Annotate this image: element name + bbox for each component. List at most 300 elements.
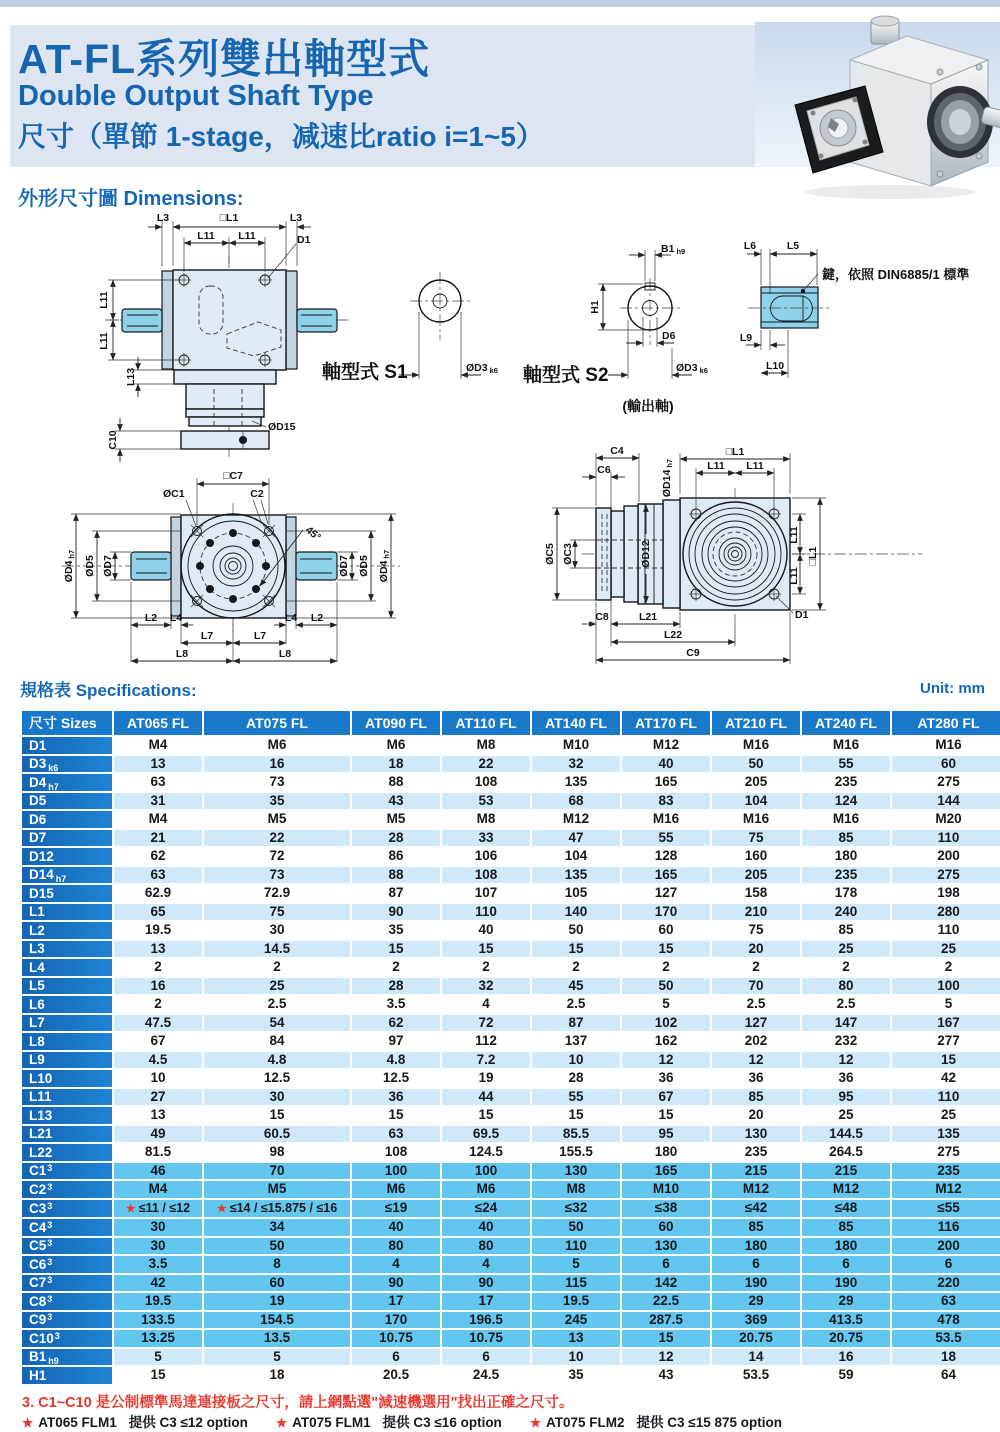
- spec-cell: 36: [352, 1089, 440, 1106]
- spec-cell: 60: [204, 1275, 350, 1292]
- spec-cell: 135: [892, 1126, 1000, 1143]
- dim-c1: ØC1: [163, 488, 185, 500]
- dim-d5: ØD5: [84, 555, 96, 577]
- spec-cell: 104: [712, 793, 800, 810]
- dim-l11: L11: [788, 567, 800, 585]
- spec-cell: 110: [532, 1238, 620, 1255]
- spec-cell: 15: [622, 1107, 710, 1124]
- dim-l11: L11: [98, 332, 110, 350]
- model-column-header: AT065 FL: [114, 711, 202, 735]
- spec-cell: 30: [204, 922, 350, 939]
- spec-cell: 40: [442, 1219, 530, 1236]
- spec-row-label: $C8^3$: [22, 1293, 112, 1310]
- table-row: [22, 1200, 1000, 1218]
- model-column-header: AT210 FL: [712, 711, 800, 735]
- spec-cell: 5: [114, 1349, 202, 1366]
- spec-cell: 32: [532, 756, 620, 773]
- dim-l11: L11: [238, 230, 256, 242]
- spec-cell: 478: [892, 1312, 1000, 1329]
- spec-cell: 235: [892, 1163, 1000, 1180]
- spec-cell: 220: [892, 1275, 1000, 1292]
- dim-l8: L8: [175, 648, 189, 660]
- spec-cell: 135: [532, 867, 620, 884]
- spec-row-label: $C3^3$: [22, 1200, 112, 1218]
- spec-cell: 12: [712, 1052, 800, 1069]
- spec-cell: M12: [892, 1181, 1000, 1198]
- spec-cell: 72: [204, 848, 350, 865]
- star-icon: ★: [125, 1202, 136, 1215]
- page-title: AT-FL系列雙出軸型式: [18, 36, 431, 82]
- spec-cell: M5: [352, 811, 440, 828]
- spec-cell: 85: [802, 922, 890, 939]
- spec-cell: 180: [802, 848, 890, 865]
- spec-cell: 67: [622, 1089, 710, 1106]
- spec-cell: 20.75: [712, 1330, 800, 1347]
- spec-cell: 95: [622, 1126, 710, 1143]
- spec-cell: 85: [712, 1089, 800, 1106]
- spec-cell: M10: [622, 1181, 710, 1198]
- spec-cell: 110: [892, 922, 1000, 939]
- spec-cell: 413.5: [802, 1312, 890, 1329]
- spec-cell: 108: [352, 1144, 440, 1161]
- spec-cell: 3.5: [352, 996, 440, 1013]
- spec-cell: 63: [114, 867, 202, 884]
- spec-cell: 13.5: [204, 1330, 350, 1347]
- spec-cell: 10: [114, 1070, 202, 1087]
- spec-cell: 27: [114, 1089, 202, 1106]
- spec-row-label: L7: [22, 1015, 112, 1032]
- spec-cell: 85.5: [532, 1126, 620, 1143]
- spec-cell: 19: [204, 1293, 350, 1310]
- spec-cell: 14: [712, 1349, 800, 1366]
- spec-cell: 108: [442, 867, 530, 884]
- spec-cell: 116: [892, 1219, 1000, 1236]
- table-row: [22, 756, 1000, 773]
- spec-cell: 36: [712, 1070, 800, 1087]
- spec-cell: M8: [442, 811, 530, 828]
- dim-d14: ØD14h7: [661, 458, 674, 498]
- spec-row-label: L2: [22, 922, 112, 939]
- spec-cell: 200: [892, 848, 1000, 865]
- dim-l11: L11: [197, 230, 215, 242]
- spec-cell: 5: [892, 996, 1000, 1013]
- spec-cell: 90: [442, 1275, 530, 1292]
- spec-cell: 50: [532, 1219, 620, 1236]
- spec-cell: 147: [802, 1015, 890, 1032]
- spec-cell: 277: [892, 1033, 1000, 1050]
- spec-cell: 14.5: [204, 941, 350, 958]
- spec-cell: 2: [622, 959, 710, 976]
- spec-cell: 170: [352, 1312, 440, 1329]
- star-icon: ★: [22, 1416, 34, 1430]
- spec-cell: 6: [892, 1256, 1000, 1273]
- spec-row-label: $C2^3$: [22, 1181, 112, 1198]
- table-row: [22, 904, 1000, 921]
- model-column-header: AT280 FL: [892, 711, 1000, 735]
- dim-c6: C6: [597, 464, 611, 476]
- option-model: AT075 FLM2: [546, 1415, 625, 1430]
- spec-cell: 29: [802, 1293, 890, 1310]
- spec-cell: 190: [802, 1275, 890, 1292]
- dim-d3: ØD3 k6: [466, 362, 498, 375]
- dim-l2: L2: [144, 612, 158, 624]
- spec-cell: 4.5: [114, 1052, 202, 1069]
- spec-cell: 36: [802, 1070, 890, 1087]
- spec-row-label: $C10^3$: [22, 1330, 112, 1347]
- spec-row-label: $C1^3$: [22, 1163, 112, 1180]
- spec-row-label: D1: [22, 737, 112, 754]
- spec-cell: 55: [802, 756, 890, 773]
- spec-cell: 205: [712, 867, 800, 884]
- table-row: [22, 1163, 1000, 1180]
- spec-cell: 31: [114, 793, 202, 810]
- spec-cell: 17: [442, 1293, 530, 1310]
- spec-cell: 75: [204, 904, 350, 921]
- table-row: [22, 811, 1000, 828]
- spec-cell: 43: [352, 793, 440, 810]
- spec-cell: M12: [532, 811, 620, 828]
- spec-cell: 67: [114, 1033, 202, 1050]
- spec-cell: 10.75: [352, 1330, 440, 1347]
- spec-cell: 245: [532, 1312, 620, 1329]
- spec-cell: 130: [712, 1126, 800, 1143]
- spec-cell: 6: [442, 1349, 530, 1366]
- spec-cell: 20: [712, 941, 800, 958]
- spec-cell: 16: [204, 756, 350, 773]
- table-row: [22, 1238, 1000, 1255]
- dim-l7: L7: [200, 630, 214, 642]
- unit-label: Unit: mm: [920, 680, 985, 697]
- shaft-type-s1-label: 軸型式 S1: [322, 362, 408, 383]
- spec-cell: 4: [352, 1256, 440, 1273]
- spec-cell: 49: [114, 1126, 202, 1143]
- spec-cell: 165: [622, 867, 710, 884]
- spec-cell: 12: [622, 1349, 710, 1366]
- spec-cell: ★ ≤14 / ≤15.875 / ≤16: [204, 1200, 350, 1218]
- spec-cell: 44: [442, 1089, 530, 1106]
- spec-cell: 19.5: [532, 1293, 620, 1310]
- dim-h1: H1: [589, 300, 601, 314]
- spec-cell: 88: [352, 774, 440, 791]
- spec-cell: 180: [622, 1144, 710, 1161]
- dim-d1: D1: [795, 609, 809, 621]
- spec-cell: 63: [892, 1293, 1000, 1310]
- spec-cell: 190: [712, 1275, 800, 1292]
- star-icon: ★: [216, 1202, 227, 1215]
- dim-d5: ØD5: [358, 555, 370, 577]
- option-text: 提供 C3 ≤16 option: [382, 1415, 502, 1430]
- spec-cell: M16: [712, 811, 800, 828]
- spec-cell: 81.5: [114, 1144, 202, 1161]
- dim-d7: ØD7: [338, 555, 350, 577]
- spec-cell: ≤38: [622, 1200, 710, 1218]
- spec-cell: 100: [352, 1163, 440, 1180]
- model-column-header: AT110 FL: [442, 711, 530, 735]
- spec-cell: 240: [802, 904, 890, 921]
- spec-cell: 112: [442, 1033, 530, 1050]
- spec-cell: 86: [352, 848, 440, 865]
- spec-cell: M16: [892, 737, 1000, 754]
- spec-cell: 42: [114, 1275, 202, 1292]
- dim-l7: L7: [253, 630, 267, 642]
- spec-cell: 7.2: [442, 1052, 530, 1069]
- spec-cell: 15: [532, 1107, 620, 1124]
- spec-cell: 55: [532, 1089, 620, 1106]
- spec-cell: 18: [892, 1349, 1000, 1366]
- spec-cell: 200: [892, 1238, 1000, 1255]
- spec-cell: 102: [622, 1015, 710, 1032]
- dim-45deg: 45°: [303, 524, 323, 544]
- dim-l9: L9: [739, 332, 753, 344]
- spec-cell: 16: [802, 1349, 890, 1366]
- spec-cell: 19.5: [114, 922, 202, 939]
- side-view-drawing: [544, 445, 922, 664]
- table-row: [22, 848, 1000, 865]
- spec-cell: M16: [712, 737, 800, 754]
- spec-cell: 215: [802, 1163, 890, 1180]
- spec-cell: ≤55: [892, 1200, 1000, 1218]
- dim-l5: L5: [786, 240, 800, 252]
- spec-cell: 35: [204, 793, 350, 810]
- spec-cell: 80: [352, 1238, 440, 1255]
- option-notes: [22, 1411, 810, 1431]
- spec-cell: 15: [622, 1330, 710, 1347]
- spec-cell: 30: [204, 1089, 350, 1106]
- spec-cell: 53.5: [892, 1330, 1000, 1347]
- table-row: [22, 867, 1000, 884]
- shaft-type-s2-label: 軸型式 S2: [523, 365, 609, 386]
- spec-cell: 5: [532, 1256, 620, 1273]
- spec-cell: 35: [532, 1367, 620, 1384]
- spec-row-label: $C4^3$: [22, 1219, 112, 1236]
- spec-cell: 2: [114, 996, 202, 1013]
- spec-cell: 22: [442, 756, 530, 773]
- spec-cell: 13: [114, 1107, 202, 1124]
- spec-cell: 3.5: [114, 1256, 202, 1273]
- table-row: [22, 1312, 1000, 1329]
- spec-cell: M16: [622, 811, 710, 828]
- dim-l22: L22: [663, 629, 683, 641]
- spec-cell: 17: [352, 1293, 440, 1310]
- table-row: [22, 1181, 1000, 1198]
- spec-cell: 2: [712, 959, 800, 976]
- spec-cell: 12.5: [352, 1070, 440, 1087]
- spec-row-label: D7: [22, 830, 112, 847]
- spec-cell: 87: [532, 1015, 620, 1032]
- dim-b1: B1 h9: [661, 243, 686, 256]
- spec-cell: 5: [622, 996, 710, 1013]
- spec-cell: 90: [352, 1275, 440, 1292]
- spec-cell: 155.5: [532, 1144, 620, 1161]
- spec-cell: 70: [712, 978, 800, 995]
- spec-cell: 144.5: [802, 1126, 890, 1143]
- dim-l6: L6: [743, 240, 757, 252]
- spec-cell: 6: [622, 1256, 710, 1273]
- spec-cell: 62: [352, 1015, 440, 1032]
- spec-row-label: L9: [22, 1052, 112, 1069]
- table-row: [22, 793, 1000, 810]
- dim-l13: L13: [125, 367, 137, 387]
- spec-cell: 85: [802, 1219, 890, 1236]
- spec-cell: 202: [712, 1033, 800, 1050]
- spec-cell: 53.5: [712, 1367, 800, 1384]
- dim-d6: D6: [662, 330, 676, 342]
- spec-cell: 6: [352, 1349, 440, 1366]
- option-text: 提供 C3 ≤12 option: [128, 1415, 248, 1430]
- spec-cell: 18: [204, 1367, 350, 1384]
- spec-row-label: L22: [22, 1144, 112, 1161]
- spec-cell: 25: [802, 941, 890, 958]
- dim-l11: L11: [746, 460, 764, 472]
- option-model: AT075 FLM1: [292, 1415, 371, 1430]
- spec-cell: 34: [204, 1219, 350, 1236]
- spec-cell: 65: [114, 904, 202, 921]
- spec-row-label: D3 $_{k6}$: [22, 756, 112, 773]
- spec-cell: 5: [204, 1349, 350, 1366]
- spec-cell: 68: [532, 793, 620, 810]
- spec-cell: 87: [352, 885, 440, 902]
- table-row: [22, 1126, 1000, 1143]
- spec-cell: 75: [712, 830, 800, 847]
- spec-cell: 275: [892, 1144, 1000, 1161]
- spec-cell: 54: [204, 1015, 350, 1032]
- spec-cell: 64: [892, 1367, 1000, 1384]
- table-row: [22, 978, 1000, 995]
- spec-cell: 50: [532, 922, 620, 939]
- spec-row-label: D15: [22, 885, 112, 902]
- spec-row-label: L3: [22, 941, 112, 958]
- spec-cell: 124: [802, 793, 890, 810]
- spec-cell: 369: [712, 1312, 800, 1329]
- dim-c8: C8: [595, 611, 609, 623]
- spec-cell: ≤24: [442, 1200, 530, 1218]
- dim-d12: ØD12: [640, 540, 652, 568]
- spec-cell: M12: [622, 737, 710, 754]
- spec-cell: M16: [802, 737, 890, 754]
- spec-cell: 15: [442, 1107, 530, 1124]
- spec-cell: 280: [892, 904, 1000, 921]
- table-row: [22, 1349, 1000, 1366]
- spec-cell: 19: [442, 1070, 530, 1087]
- spec-cell: M12: [712, 1181, 800, 1198]
- spec-cell: 46: [114, 1163, 202, 1180]
- spec-cell: 2: [204, 959, 350, 976]
- spec-cell: 80: [802, 978, 890, 995]
- dim-d7: ØD7: [102, 555, 114, 577]
- spec-cell: 2: [352, 959, 440, 976]
- spec-cell: 196.5: [442, 1312, 530, 1329]
- dimension-drawings: [0, 205, 1000, 685]
- star-icon: ★: [529, 1416, 542, 1430]
- spec-cell: 235: [712, 1144, 800, 1161]
- spec-cell: 20: [712, 1107, 800, 1124]
- spec-cell: 124.5: [442, 1144, 530, 1161]
- dim-l2: L2: [310, 612, 324, 624]
- spec-cell: 205: [712, 774, 800, 791]
- dim-l8: L8: [278, 648, 292, 660]
- spec-cell: 8: [204, 1256, 350, 1273]
- spec-cell: 2.5: [802, 996, 890, 1013]
- model-column-header: AT075 FL: [204, 711, 350, 735]
- table-row: [22, 885, 1000, 902]
- spec-cell: 2: [114, 959, 202, 976]
- table-row: [22, 774, 1000, 791]
- spec-row-label: L13: [22, 1107, 112, 1124]
- spec-cell: 20.75: [802, 1330, 890, 1347]
- spec-cell: M12: [802, 1181, 890, 1198]
- spec-cell: 110: [442, 904, 530, 921]
- spec-cell: 106: [442, 848, 530, 865]
- spec-cell: 60: [622, 1219, 710, 1236]
- spec-cell: ≤32: [532, 1200, 620, 1218]
- spec-cell: 210: [712, 904, 800, 921]
- product-photo: [755, 10, 1000, 200]
- spec-cell: 69.5: [442, 1126, 530, 1143]
- spec-row-label: D5: [22, 793, 112, 810]
- spec-cell: 18: [352, 756, 440, 773]
- spec-cell: 4: [442, 996, 530, 1013]
- spec-cell: 2: [802, 959, 890, 976]
- spec-cell: M5: [204, 811, 350, 828]
- spec-cell: M16: [802, 811, 890, 828]
- spec-cell: 15: [442, 941, 530, 958]
- top-accent-strip: [0, 0, 1000, 7]
- spec-cell: 140: [532, 904, 620, 921]
- spec-cell: 10: [532, 1052, 620, 1069]
- spec-cell: 107: [442, 885, 530, 902]
- spec-cell: 22: [204, 830, 350, 847]
- spec-cell: 110: [892, 830, 1000, 847]
- page-subtitle-zh: 尺寸（單節 1-stage，减速比ratio i=1~5）: [18, 121, 544, 152]
- spec-cell: 29: [712, 1293, 800, 1310]
- spec-cell: 2.5: [712, 996, 800, 1013]
- table-row: [22, 1033, 1000, 1050]
- spec-cell: 53: [442, 793, 530, 810]
- spec-cell: M6: [204, 737, 350, 754]
- spec-row-label: L10: [22, 1070, 112, 1087]
- table-row: [22, 830, 1000, 847]
- spec-cell: 60.5: [204, 1126, 350, 1143]
- spec-row-label: D14 $_{h7}$: [22, 867, 112, 884]
- spec-cell: 13: [114, 756, 202, 773]
- spec-cell: 40: [352, 1219, 440, 1236]
- spec-cell: 21: [114, 830, 202, 847]
- spec-cell: 128: [622, 848, 710, 865]
- spec-row-label: $C6^3$: [22, 1256, 112, 1273]
- table-row: [22, 1144, 1000, 1161]
- spec-cell: 135: [532, 774, 620, 791]
- spec-cell: 15: [532, 941, 620, 958]
- front-view-drawing: [98, 212, 348, 462]
- spec-cell: 25: [204, 978, 350, 995]
- dim-c4: C4: [610, 445, 624, 457]
- spec-cell: 50: [622, 978, 710, 995]
- spec-cell: 32: [442, 978, 530, 995]
- spec-cell: 180: [712, 1238, 800, 1255]
- spec-row-label: L1: [22, 904, 112, 921]
- spec-cell: 198: [892, 885, 1000, 902]
- spec-cell: 98: [204, 1144, 350, 1161]
- spec-cell: 154.5: [204, 1312, 350, 1329]
- spec-row-label: L11: [22, 1089, 112, 1106]
- spec-row-label: L5: [22, 978, 112, 995]
- spec-cell: 115: [532, 1275, 620, 1292]
- spec-cell: 16: [114, 978, 202, 995]
- spec-cell: 73: [204, 867, 350, 884]
- spec-row-label: D12: [22, 848, 112, 865]
- key-standard-note: 鍵，依照 DIN6885/1 標準: [822, 267, 970, 282]
- spec-cell: 60: [892, 756, 1000, 773]
